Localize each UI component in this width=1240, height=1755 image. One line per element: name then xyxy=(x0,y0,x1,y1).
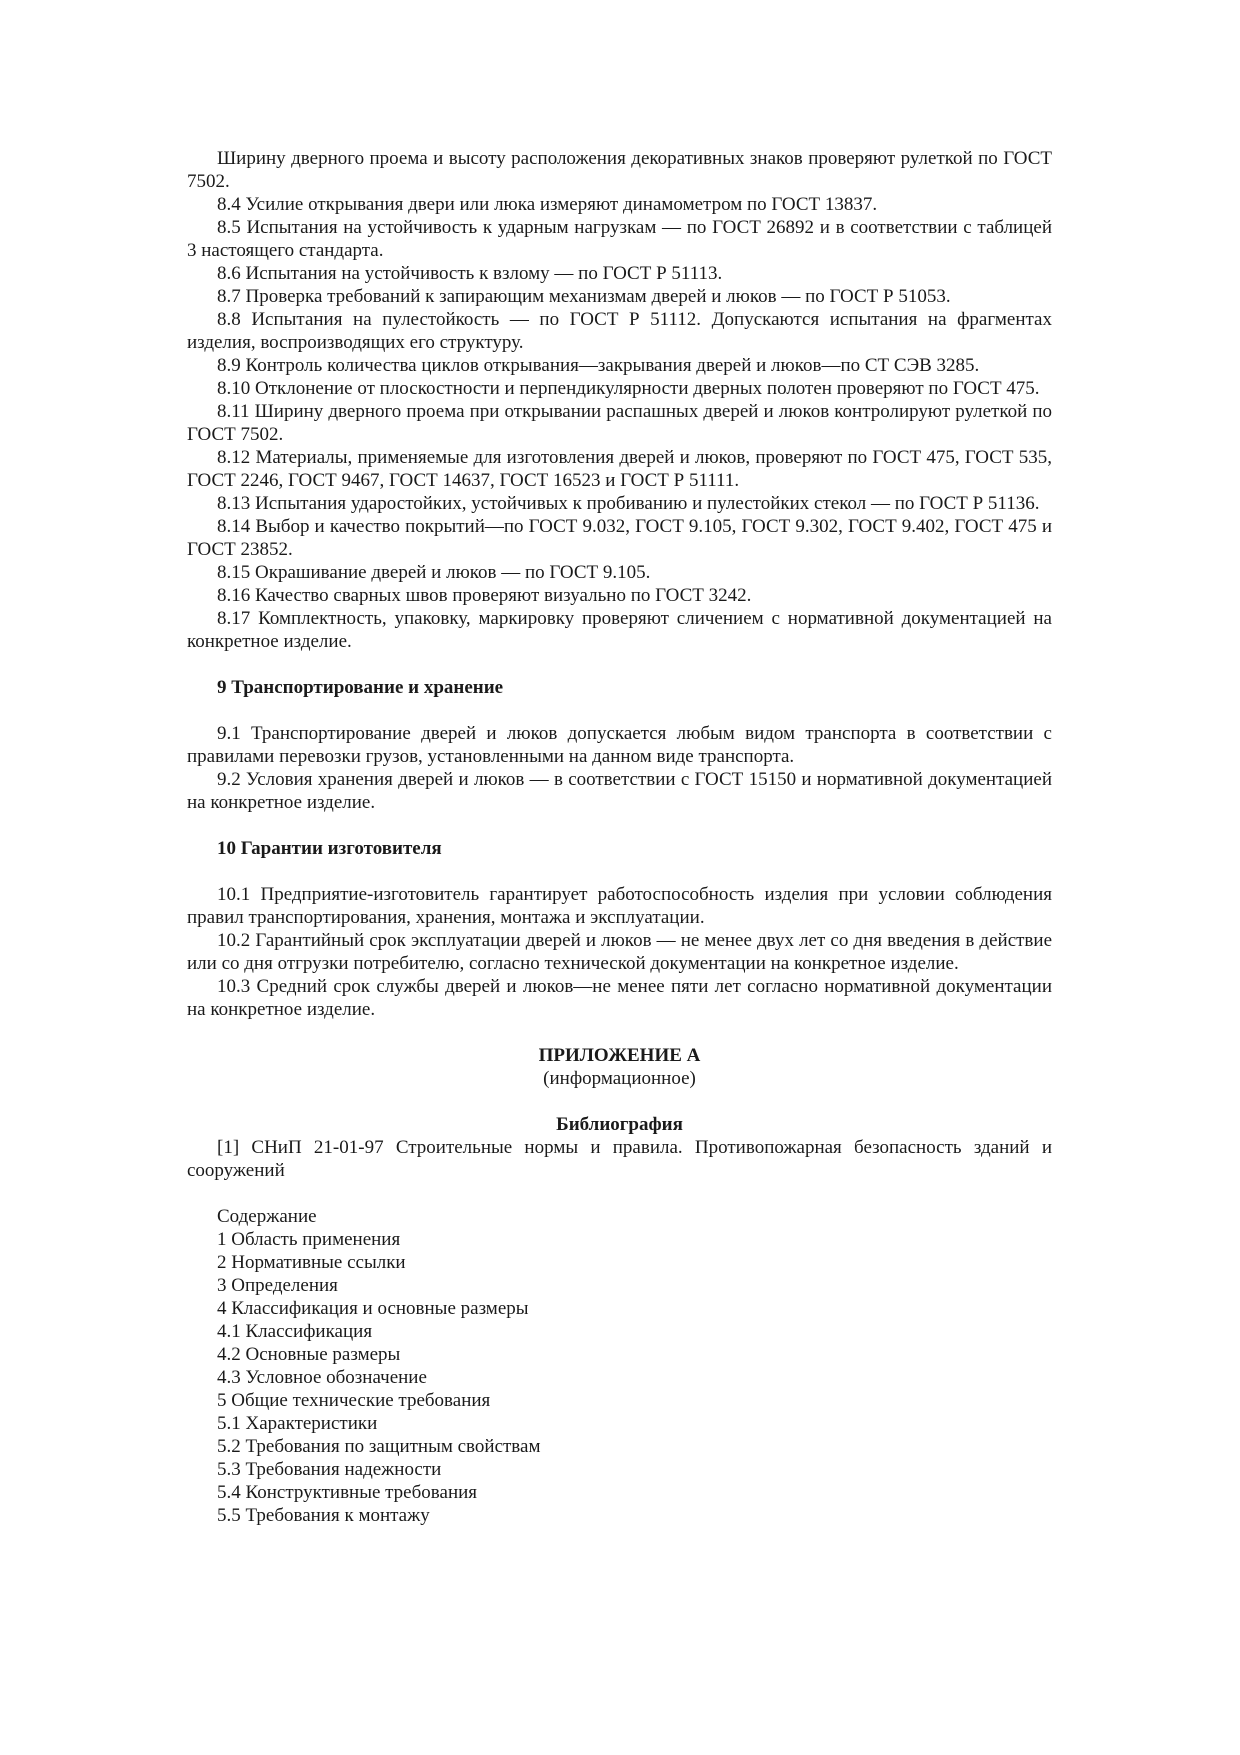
toc-title: Содержание xyxy=(217,1206,317,1227)
paragraph: 8.6 Испытания на устойчивость к взлому — по ГОСТ Р 51113. xyxy=(217,263,723,284)
spacer xyxy=(187,653,1052,676)
paragraph: 10.3 Средний срок службы дверей и люков—не менее пяти лет согласно нормативной документации на конкретное изделие. xyxy=(187,976,1052,1020)
paragraph: Ширину дверного проема и высоту расположения декоративных знаков проверяют рулеткой по ГОСТ 7502. xyxy=(187,148,1052,192)
toc-item: 5.5 Требования к монтажу xyxy=(217,1505,430,1526)
paragraph: 8.4 Усилие открывания двери или люка измеряют динамометром по ГОСТ 13837. xyxy=(217,194,878,215)
appendix-subtitle: (информационное) xyxy=(543,1068,696,1089)
section-10-heading: 10 Гарантии изготовителя xyxy=(217,838,442,859)
paragraph: 8.15 Окрашивание дверей и люков — по ГОСТ 9.105. xyxy=(217,562,651,583)
spacer xyxy=(187,1090,1052,1113)
toc-item: 4.1 Классификация xyxy=(217,1321,373,1342)
appendix-title: ПРИЛОЖЕНИЕ А xyxy=(538,1045,701,1066)
paragraph: 8.5 Испытания на устойчивость к ударным нагрузкам — по ГОСТ 26892 и в соответствии с таблицей 3 настоящего стандарта. xyxy=(187,217,1052,261)
section-9-heading: 9 Транспортирование и хранение xyxy=(217,677,504,698)
toc-item: 4.3 Условное обозначение xyxy=(217,1367,427,1388)
paragraph: 8.9 Контроль количества циклов открывания—закрывания дверей и люков—по СТ СЭВ 3285. xyxy=(217,355,980,376)
paragraph: 8.14 Выбор и качество покрытий—по ГОСТ 9.032, ГОСТ 9.105, ГОСТ 9.302, ГОСТ 9.402, ГОСТ 475 и ГОСТ 23852. xyxy=(187,516,1052,560)
paragraph: 8.7 Проверка требований к запирающим механизмам дверей и люков — по ГОСТ Р 51053. xyxy=(217,286,951,307)
spacer xyxy=(187,860,1052,883)
paragraph: 8.16 Качество сварных швов проверяют визуально по ГОСТ 3242. xyxy=(217,585,752,606)
toc-item: 5.4 Конструктивные требования xyxy=(217,1482,478,1503)
spacer xyxy=(187,1182,1052,1205)
paragraph: 8.11 Ширину дверного проема при открывании распашных дверей и люков контролируют рулеткой по ГОСТ 7502. xyxy=(187,401,1052,445)
toc-item: 2 Нормативные ссылки xyxy=(217,1252,406,1273)
toc-item: 5 Общие технические требования xyxy=(217,1390,491,1411)
toc-item: 3 Определения xyxy=(217,1275,338,1296)
spacer xyxy=(187,814,1052,837)
paragraph: 8.13 Испытания ударостойких, устойчивых к пробиванию и пулестойких стекол — по ГОСТ Р 51136. xyxy=(217,493,1040,514)
toc-item: 4 Классификация и основные размеры xyxy=(217,1298,529,1319)
document-page xyxy=(187,147,1052,1527)
section-9-body xyxy=(187,722,1052,814)
bibliography-title: Библиография xyxy=(556,1114,683,1135)
toc-item: 5.2 Требования по защитным свойствам xyxy=(217,1436,541,1457)
paragraph: 9.1 Транспортирование дверей и люков допускается любым видом транспорта в соответствии с правилами перевозки грузов, установленными на данном виде транспорта. xyxy=(187,723,1052,767)
paragraph: 8.8 Испытания на пулестойкость — по ГОСТ Р 51112. Допускаются испытания на фрагментах изделия, воспроизводящих его структуру. xyxy=(187,309,1052,353)
spacer xyxy=(187,699,1052,722)
paragraph: 9.2 Условия хранения дверей и люков — в соответствии с ГОСТ 15150 и нормативной документацией на конкретное изделие. xyxy=(187,769,1052,813)
toc-item: 5.3 Требования надежности xyxy=(217,1459,442,1480)
toc-item: 4.2 Основные размеры xyxy=(217,1344,401,1365)
toc-list xyxy=(187,1228,1052,1527)
paragraph: 8.10 Отклонение от плоскостности и перпендикулярности дверных полотен проверяют по ГОСТ 475. xyxy=(217,378,1040,399)
toc-item: 1 Область применения xyxy=(217,1229,401,1250)
section-8-body xyxy=(187,147,1052,653)
paragraph: 10.1 Предприятие-изготовитель гарантирует работоспособность изделия при условии соблюдения правил транспортирования, хранения, монтажа и эксплуатации. xyxy=(187,884,1052,928)
spacer xyxy=(187,1021,1052,1044)
paragraph: 8.17 Комплектность, упаковку, маркировку проверяют сличением с нормативной документацией на конкретное изделие. xyxy=(187,608,1052,652)
bibliography-item: [1] СНиП 21-01-97 Строительные нормы и правила. Противопожарная безопасность зданий и сооружений xyxy=(187,1137,1052,1181)
paragraph: 10.2 Гарантийный срок эксплуатации дверей и люков — не менее двух лет со дня введения в действие или со дня отгрузки потребителю, согласно технической документации на конкретное изделие. xyxy=(187,930,1052,974)
paragraph: 8.12 Материалы, применяемые для изготовления дверей и люков, проверяют по ГОСТ 475, ГОСТ 535, ГОСТ 2246, ГОСТ 9467, ГОСТ 14637, ГОСТ 16523 и ГОСТ Р 51111. xyxy=(187,447,1052,491)
toc-item: 5.1 Характеристики xyxy=(217,1413,378,1434)
section-10-body xyxy=(187,883,1052,1021)
